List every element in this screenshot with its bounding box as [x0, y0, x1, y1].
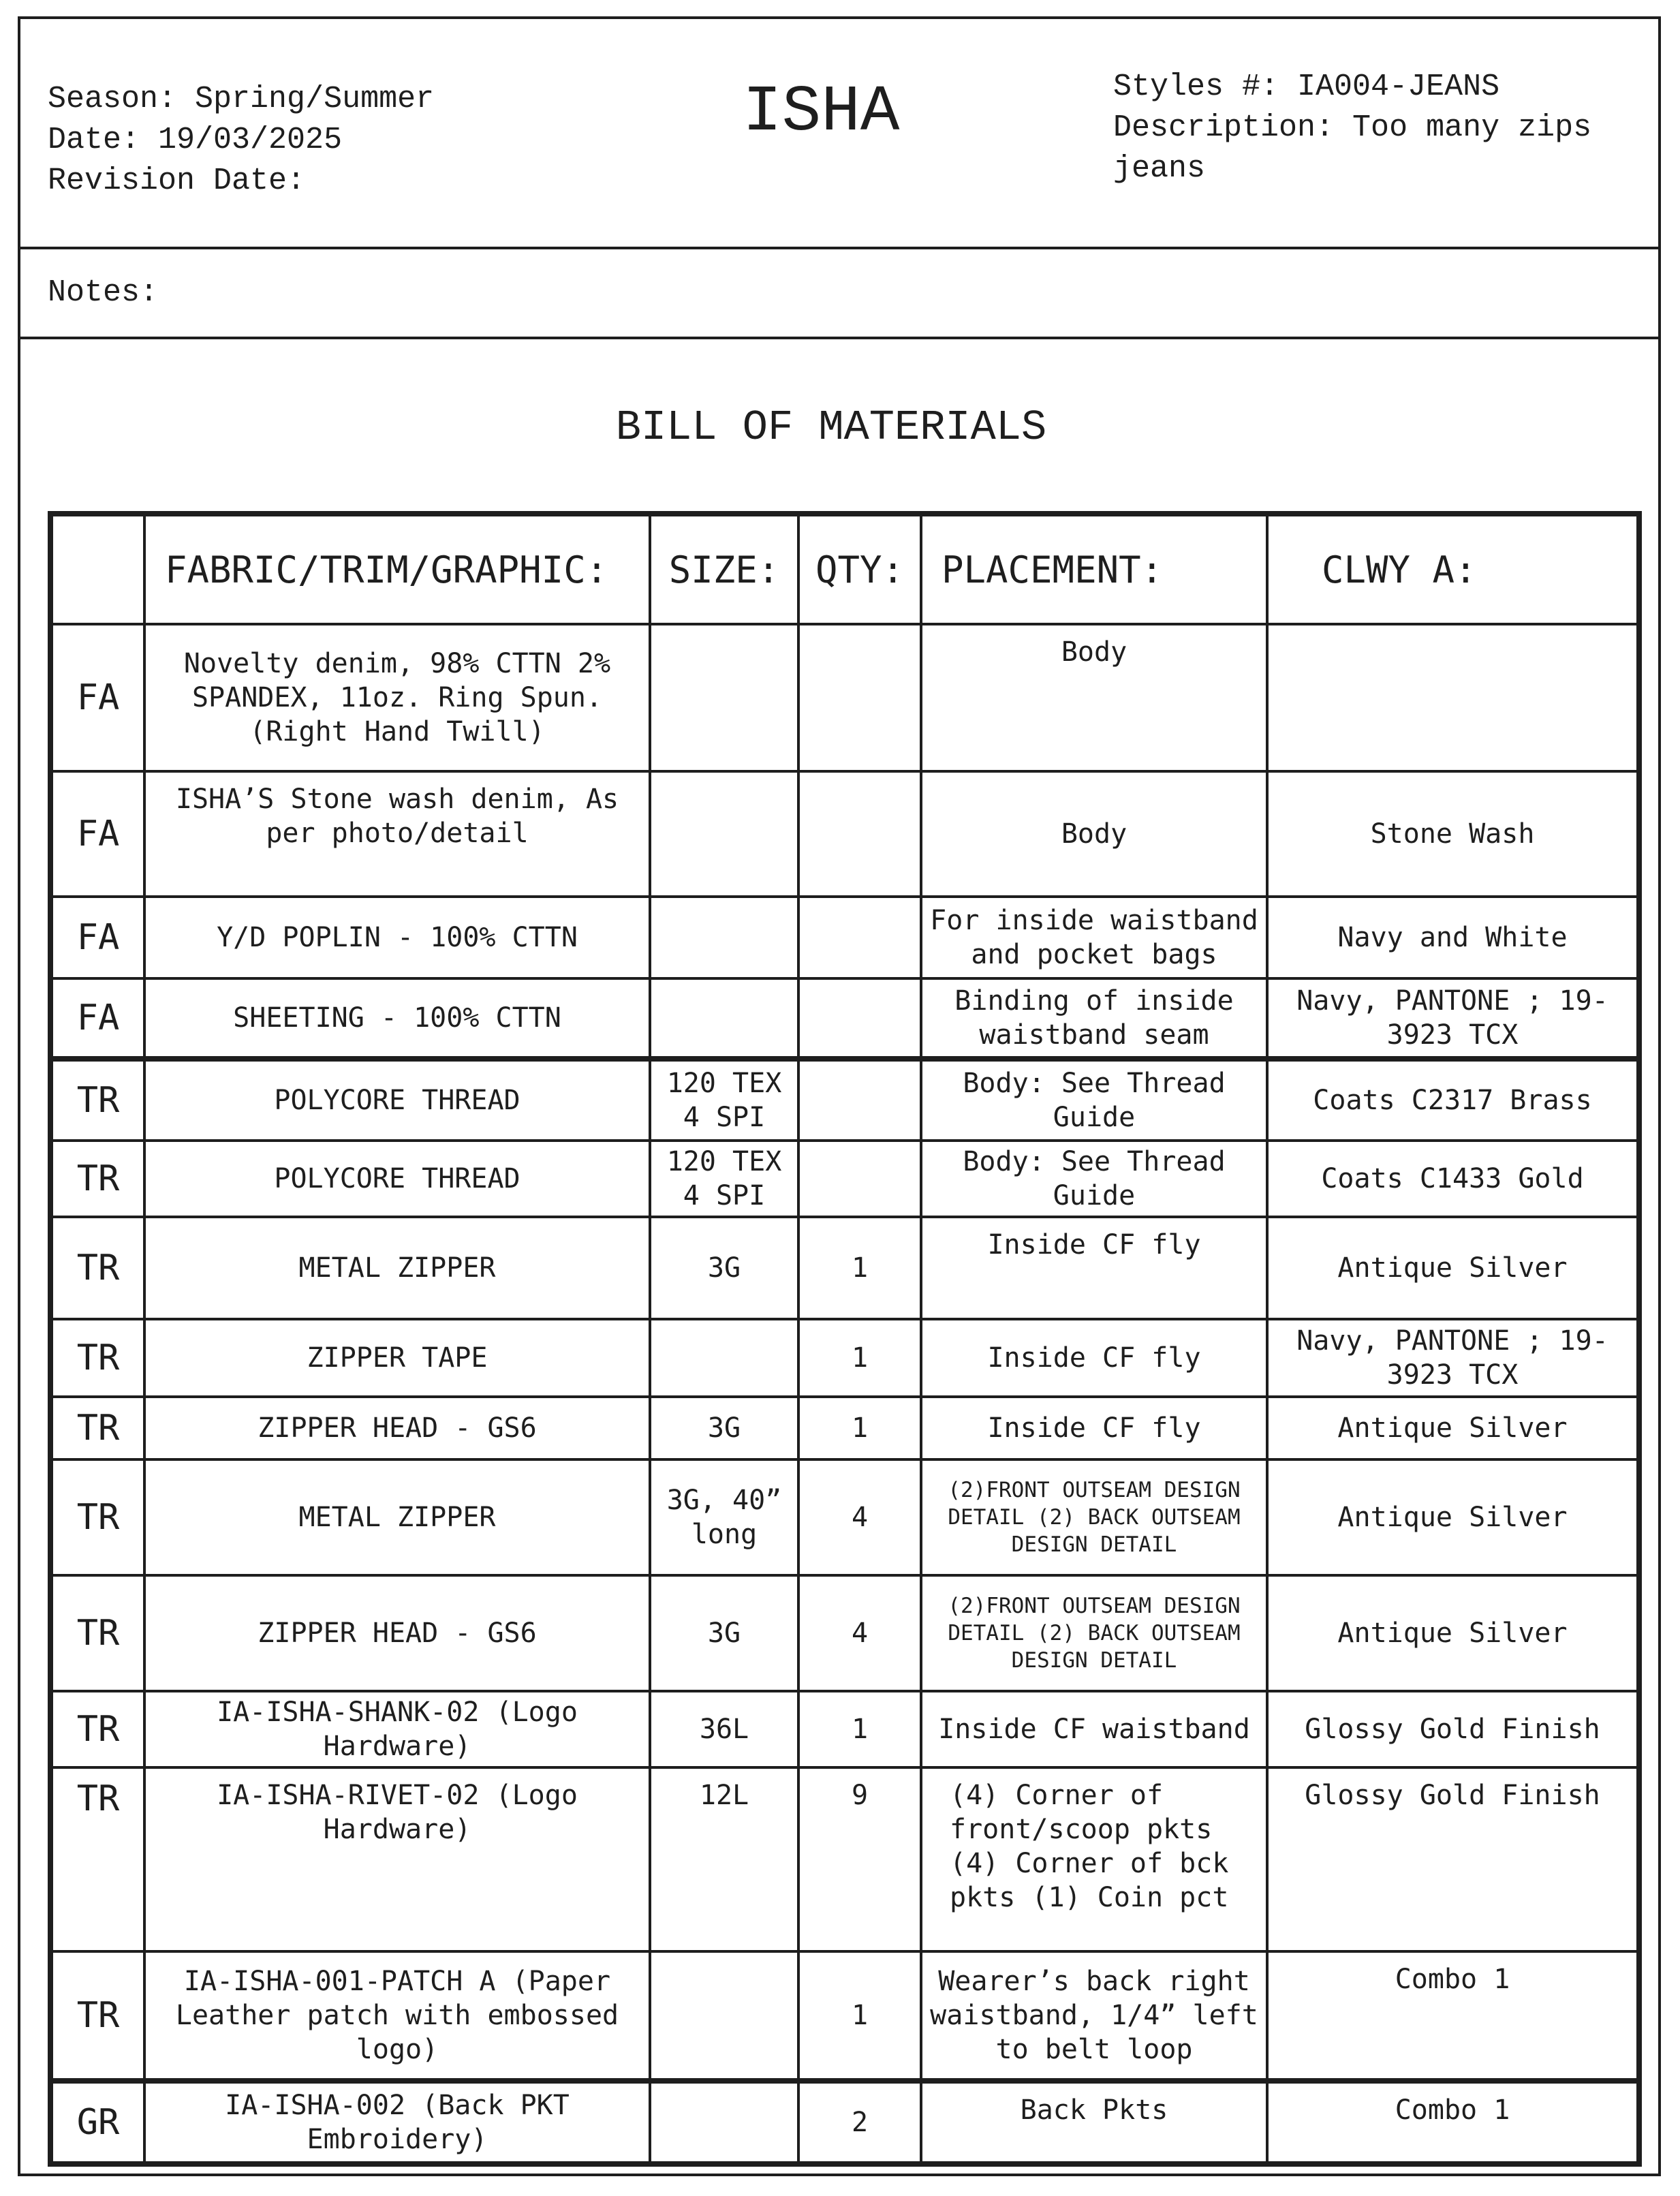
qty-cell: 1: [798, 1691, 921, 1767]
qty-cell: 4: [798, 1575, 921, 1691]
size-cell: 3G: [650, 1217, 798, 1319]
qty-cell: 1: [798, 1319, 921, 1397]
bom-header-row: [50, 514, 1639, 624]
category-cell: TR: [50, 1691, 144, 1767]
qty-cell: [798, 978, 921, 1059]
item-cell: IA-ISHA-SHANK-02 (Logo Hardware): [144, 1691, 650, 1767]
clwy-cell: [1267, 624, 1639, 771]
table-row: [50, 978, 1639, 1059]
qty-cell: [798, 1059, 921, 1141]
placement-cell: Inside CF waistband: [921, 1691, 1267, 1767]
clwy-cell: Antique Silver: [1267, 1575, 1639, 1691]
style-description: Description: Too many zips jeans: [1113, 110, 1592, 186]
table-row: [50, 1691, 1639, 1767]
placement-cell: (4) Corner of front/scoop pkts (4) Corner of bck pkts (1) Coin pct: [921, 1767, 1267, 1951]
clwy-cell: Coats C1433 Gold: [1267, 1141, 1639, 1217]
table-row: [50, 1141, 1639, 1217]
item-cell: POLYCORE THREAD: [144, 1059, 650, 1141]
table-row: [50, 1767, 1639, 1951]
styles-number: Styles #: IA004-JEANS: [1113, 69, 1500, 104]
col-header-clwy: CLWY A:: [1267, 514, 1639, 624]
category-cell: TR: [50, 1951, 144, 2081]
qty-cell: [798, 1141, 921, 1217]
clwy-cell: Coats C2317 Brass: [1267, 1059, 1639, 1141]
item-cell: ZIPPER HEAD - GS6: [144, 1397, 650, 1459]
size-cell: [650, 2081, 798, 2164]
item-cell: Y/D POPLIN - 100% CTTN: [144, 897, 650, 978]
placement-cell: (2)FRONT OUTSEAM DESIGN DETAIL (2) BACK OUTSEAM DESIGN DETAIL: [921, 1575, 1267, 1691]
item-cell: Novelty denim, 98% CTTN 2% SPANDEX, 11oz. Ring Spun. (Right Hand Twill): [144, 624, 650, 771]
size-cell: 3G: [650, 1575, 798, 1691]
brand-title: ISHA: [743, 75, 900, 149]
qty-cell: 4: [798, 1459, 921, 1575]
placement-cell: Inside CF fly: [921, 1319, 1267, 1397]
item-cell: ISHA’S Stone wash denim, As per photo/detail: [144, 771, 650, 897]
placement-cell: Back Pkts: [921, 2081, 1267, 2164]
size-cell: [650, 1951, 798, 2081]
clwy-cell: Stone Wash: [1267, 771, 1639, 897]
table-row: [50, 897, 1639, 978]
qty-cell: 1: [798, 1397, 921, 1459]
category-cell: TR: [50, 1319, 144, 1397]
col-header-size: SIZE:: [650, 514, 798, 624]
clwy-cell: Antique Silver: [1267, 1459, 1639, 1575]
placement-cell: Wearer’s back right waistband, 1/4” left to belt loop: [921, 1951, 1267, 2081]
size-cell: 3G: [650, 1397, 798, 1459]
table-row: [50, 2081, 1639, 2164]
category-cell: TR: [50, 1059, 144, 1141]
item-cell: POLYCORE THREAD: [144, 1141, 650, 1217]
item-cell: ZIPPER HEAD - GS6: [144, 1575, 650, 1691]
item-cell: IA-ISHA-002 (Back PKT Embroidery): [144, 2081, 650, 2164]
placement-cell: Body: See Thread Guide: [921, 1059, 1267, 1141]
col-header-category: [50, 514, 144, 624]
table-row: [50, 1217, 1639, 1319]
placement-cell: Inside CF fly: [921, 1397, 1267, 1459]
item-cell: METAL ZIPPER: [144, 1217, 650, 1319]
category-cell: TR: [50, 1141, 144, 1217]
table-row: [50, 624, 1639, 771]
table-row: [50, 1319, 1639, 1397]
placement-cell: Body: See Thread Guide: [921, 1141, 1267, 1217]
clwy-cell: Glossy Gold Finish: [1267, 1691, 1639, 1767]
clwy-cell: Combo 1: [1267, 1951, 1639, 2081]
bom-table: [48, 511, 1642, 2167]
placement-cell: For inside waistband and pocket bags: [921, 897, 1267, 978]
placement-cell: Body: [921, 771, 1267, 897]
header-left-info: [48, 79, 434, 202]
category-cell: FA: [50, 897, 144, 978]
item-cell: IA-ISHA-RIVET-02 (Logo Hardware): [144, 1767, 650, 1951]
size-cell: [650, 1319, 798, 1397]
table-row: [50, 1575, 1639, 1691]
qty-cell: 2: [798, 2081, 921, 2164]
qty-cell: 1: [798, 1217, 921, 1319]
category-cell: FA: [50, 978, 144, 1059]
category-cell: FA: [50, 624, 144, 771]
item-cell: METAL ZIPPER: [144, 1459, 650, 1575]
size-cell: 120 TEX 4 SPI: [650, 1059, 798, 1141]
qty-cell: [798, 624, 921, 771]
table-row: [50, 1397, 1639, 1459]
category-cell: TR: [50, 1397, 144, 1459]
clwy-cell: Navy, PANTONE ; 19-3923 TCX: [1267, 978, 1639, 1059]
placement-cell: (2)FRONT OUTSEAM DESIGN DETAIL (2) BACK OUTSEAM DESIGN DETAIL: [921, 1459, 1267, 1575]
notes-section: [20, 249, 1658, 339]
table-row: [50, 1459, 1639, 1575]
size-cell: [650, 771, 798, 897]
table-row: [50, 1951, 1639, 2081]
date-label: Date: 19/03/2025: [48, 123, 343, 157]
col-header-placement: PLACEMENT:: [921, 514, 1267, 624]
item-cell: IA-ISHA-001-PATCH A (Paper Leather patch with embossed logo): [144, 1951, 650, 2081]
size-cell: [650, 978, 798, 1059]
size-cell: [650, 897, 798, 978]
clwy-cell: Combo 1: [1267, 2081, 1639, 2164]
size-cell: 12L: [650, 1767, 798, 1951]
clwy-cell: Glossy Gold Finish: [1267, 1767, 1639, 1951]
clwy-cell: Antique Silver: [1267, 1217, 1639, 1319]
size-cell: [650, 624, 798, 771]
clwy-cell: Navy and White: [1267, 897, 1639, 978]
qty-cell: [798, 771, 921, 897]
season-label: Season: Spring/Summer: [48, 82, 435, 117]
notes-label: Notes:: [48, 275, 159, 310]
size-cell: 36L: [650, 1691, 798, 1767]
qty-cell: 9: [798, 1767, 921, 1951]
tech-pack-sheet: [18, 16, 1661, 2176]
clwy-cell: Antique Silver: [1267, 1397, 1639, 1459]
placement-cell: Inside CF fly: [921, 1217, 1267, 1319]
category-cell: TR: [50, 1767, 144, 1951]
item-cell: ZIPPER TAPE: [144, 1319, 650, 1397]
placement-cell: Binding of inside waistband seam: [921, 978, 1267, 1059]
table-row: [50, 771, 1639, 897]
header-section: [20, 19, 1658, 249]
revision-date-label: Revision Date:: [48, 164, 306, 198]
table-row: [50, 1059, 1639, 1141]
category-cell: GR: [50, 2081, 144, 2164]
size-cell: 3G, 40” long: [650, 1459, 798, 1575]
category-cell: TR: [50, 1575, 144, 1691]
clwy-cell: Navy, PANTONE ; 19-3923 TCX: [1267, 1319, 1639, 1397]
bom-title: BILL OF MATERIALS: [615, 403, 1047, 452]
category-cell: TR: [50, 1459, 144, 1575]
category-cell: FA: [50, 771, 144, 897]
size-cell: 120 TEX 4 SPI: [650, 1141, 798, 1217]
item-cell: SHEETING - 100% CTTN: [144, 978, 650, 1059]
qty-cell: [798, 897, 921, 978]
col-header-qty: QTY:: [798, 514, 921, 624]
placement-cell: Body: [921, 624, 1267, 771]
col-header-fabric: FABRIC/TRIM/GRAPHIC:: [144, 514, 650, 624]
qty-cell: 1: [798, 1951, 921, 2081]
header-right-info: [1113, 67, 1651, 189]
category-cell: TR: [50, 1217, 144, 1319]
